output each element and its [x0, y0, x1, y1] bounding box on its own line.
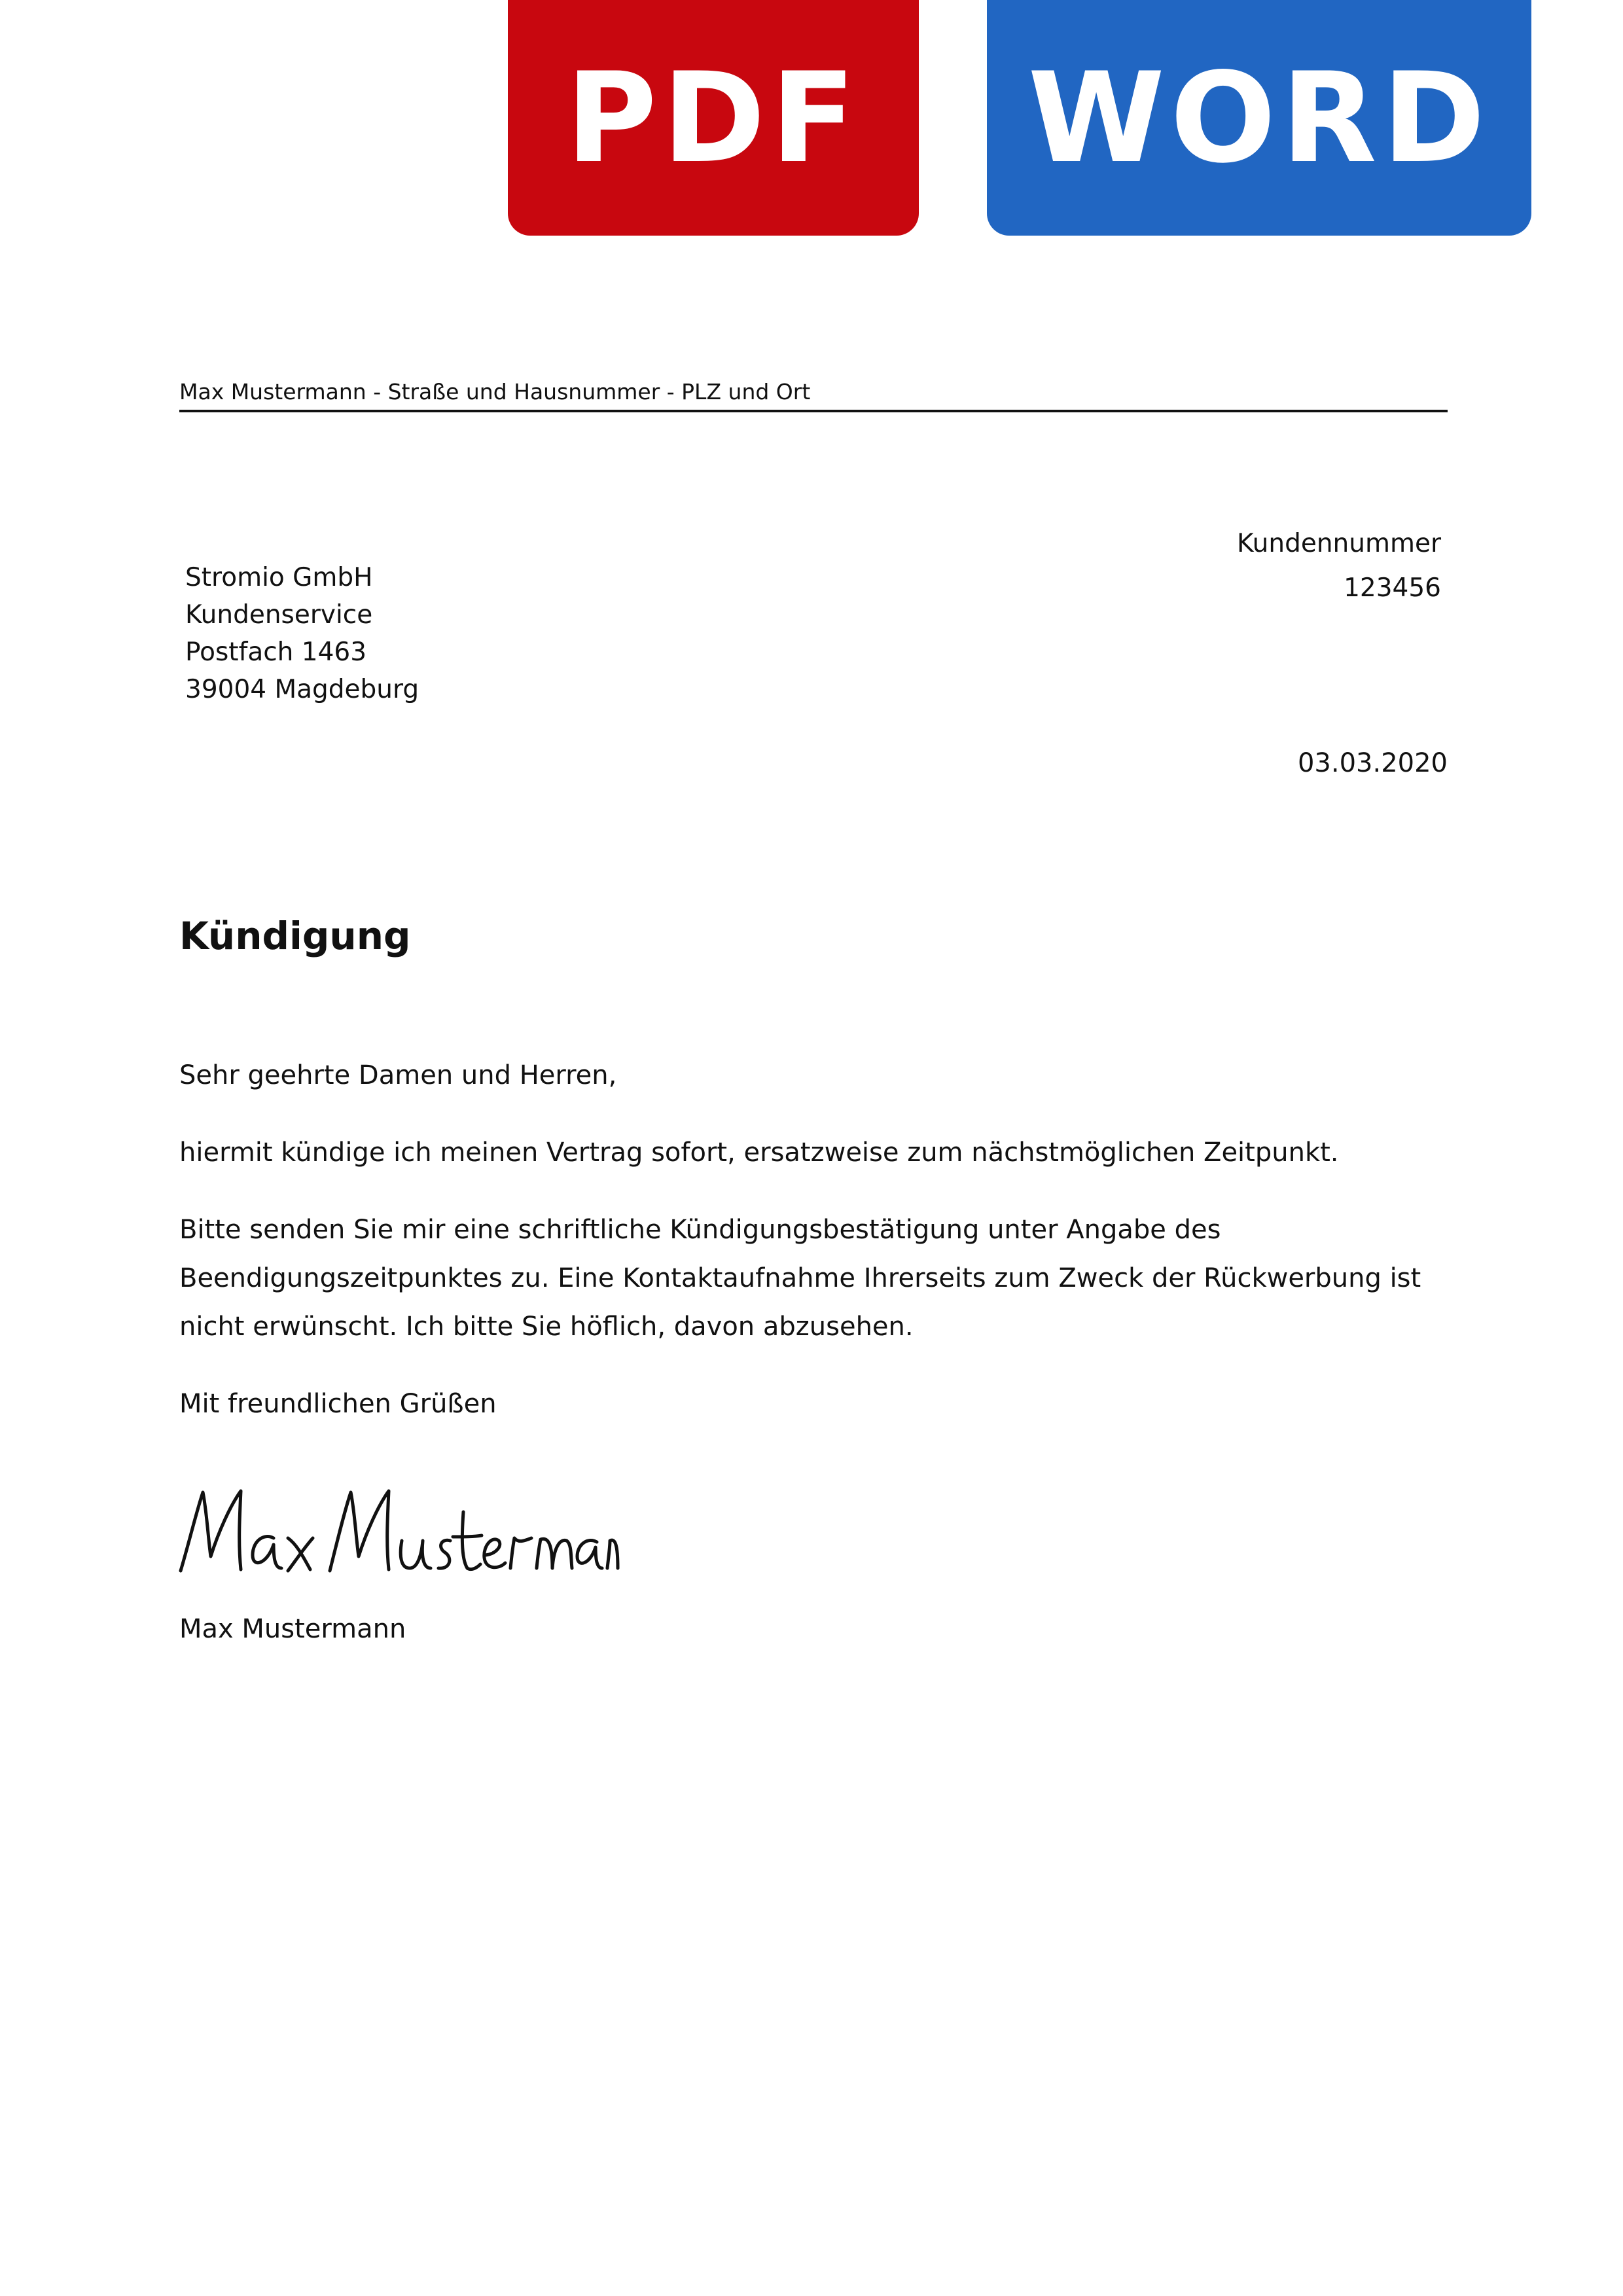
customer-number-label: Kundennummer	[1237, 529, 1441, 558]
closing: Mit freundlichen Grüßen	[179, 1389, 497, 1419]
word-download-button[interactable]	[987, 0, 1531, 236]
pdf-download-button[interactable]	[508, 0, 919, 236]
customer-number: 123456	[1344, 573, 1441, 603]
letter-subject: Kündigung	[179, 914, 411, 958]
letter-date: 03.03.2020	[1297, 748, 1448, 778]
sender-address-line: Max Mustermann - Straße und Hausnummer - PLZ und Ort	[179, 378, 1448, 412]
salutation: Sehr geehrte Damen und Herren,	[179, 1060, 617, 1090]
customer-number-block	[1237, 522, 1441, 611]
recipient-department: Kundenservice	[185, 600, 373, 630]
body-paragraph-1: hiermit kündige ich meinen Vertrag sofort, ersatzweise zum nächstmöglichen Zeitpunkt.	[179, 1138, 1339, 1168]
pdf-button-label: PDF	[565, 45, 861, 190]
body-paragraph-2: Bitte senden Sie mir eine schriftliche Kündigungsbestätigung unter Angabe des Beendigungszeitpunktes zu. Eine Kontaktaufnahme Ihrerseits zum Zweck der Rückwerbung ist nicht erwünscht. Ich bitte Sie höflich, davon abzusehen.	[179, 1215, 1421, 1342]
handwritten-signature	[175, 1473, 620, 1584]
recipient-company: Stromio GmbH	[185, 563, 373, 592]
recipient-city: 39004 Magdeburg	[185, 675, 419, 704]
word-button-label: WORD	[1027, 45, 1491, 190]
recipient-po-box: Postfach 1463	[185, 637, 367, 667]
recipient-address	[185, 559, 419, 708]
letter-body	[179, 1051, 1462, 1457]
printed-name: Max Mustermann	[179, 1614, 406, 1644]
